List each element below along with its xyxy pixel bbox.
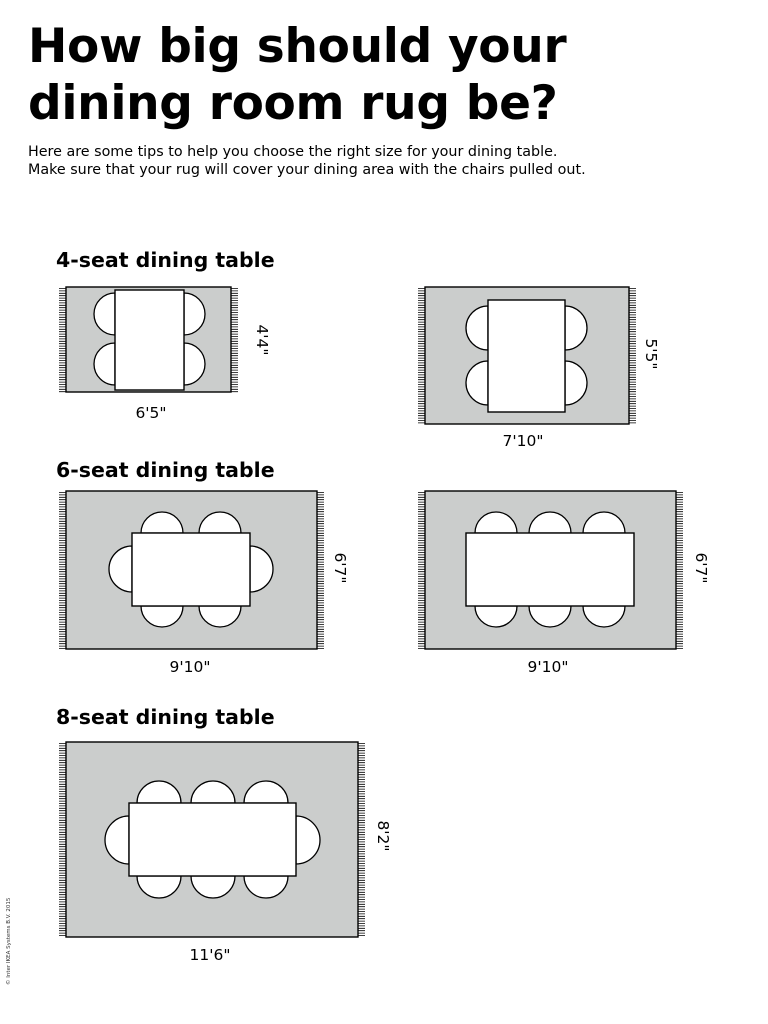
rug-2-right-fringe	[629, 289, 636, 423]
dining-table	[129, 803, 296, 876]
rug-4-width-label: 9'10"	[527, 658, 569, 676]
rug-1-right-fringe	[231, 289, 238, 392]
rug-2-length-label: 5'5"	[642, 338, 660, 370]
rug-5-left-fringe	[59, 744, 66, 936]
rug-3	[59, 491, 324, 649]
dining-table	[132, 533, 250, 606]
dining-table	[115, 290, 184, 390]
rug-2-width-label: 7'10"	[502, 432, 544, 450]
rug-1	[59, 287, 238, 392]
rug-5-right-fringe	[358, 744, 365, 936]
rug-3-length-label: 6'7"	[331, 552, 349, 584]
rug-2	[418, 287, 636, 424]
heading-6-seat: 6-seat dining table	[56, 458, 275, 482]
rug-4-length-label: 6'7"	[692, 552, 710, 584]
rug-4-right-fringe	[676, 493, 683, 649]
rug-1-left-fringe	[59, 289, 66, 392]
rug-4	[418, 491, 683, 649]
rug-2-left-fringe	[418, 289, 425, 423]
rug-5	[59, 742, 365, 937]
dining-table	[488, 300, 565, 412]
rug-4-left-fringe	[418, 493, 425, 649]
rug-1-width-label: 6'5"	[135, 404, 167, 422]
copyright-notice: © Inter IKEA Systems B.V. 2015	[6, 897, 12, 985]
rug-3-left-fringe	[59, 493, 66, 649]
rug-1-length-label: 4'4"	[253, 324, 271, 356]
intro-line-2: Make sure that your rug will cover your dining area with the chairs pulled out.	[28, 162, 586, 178]
title-line-1: How big should your	[28, 19, 567, 74]
heading-4-seat: 4-seat dining table	[56, 248, 275, 272]
rug-5-width-label: 11'6"	[189, 946, 231, 964]
rug-3-width-label: 9'10"	[169, 658, 211, 676]
dining-table	[466, 533, 634, 606]
heading-8-seat: 8-seat dining table	[56, 705, 275, 729]
rug-3-right-fringe	[317, 493, 324, 649]
intro-line-1: Here are some tips to help you choose the right size for your dining table.	[28, 144, 558, 160]
title-line-2: dining room rug be?	[28, 76, 558, 131]
rug-5-length-label: 8'2"	[374, 820, 392, 852]
